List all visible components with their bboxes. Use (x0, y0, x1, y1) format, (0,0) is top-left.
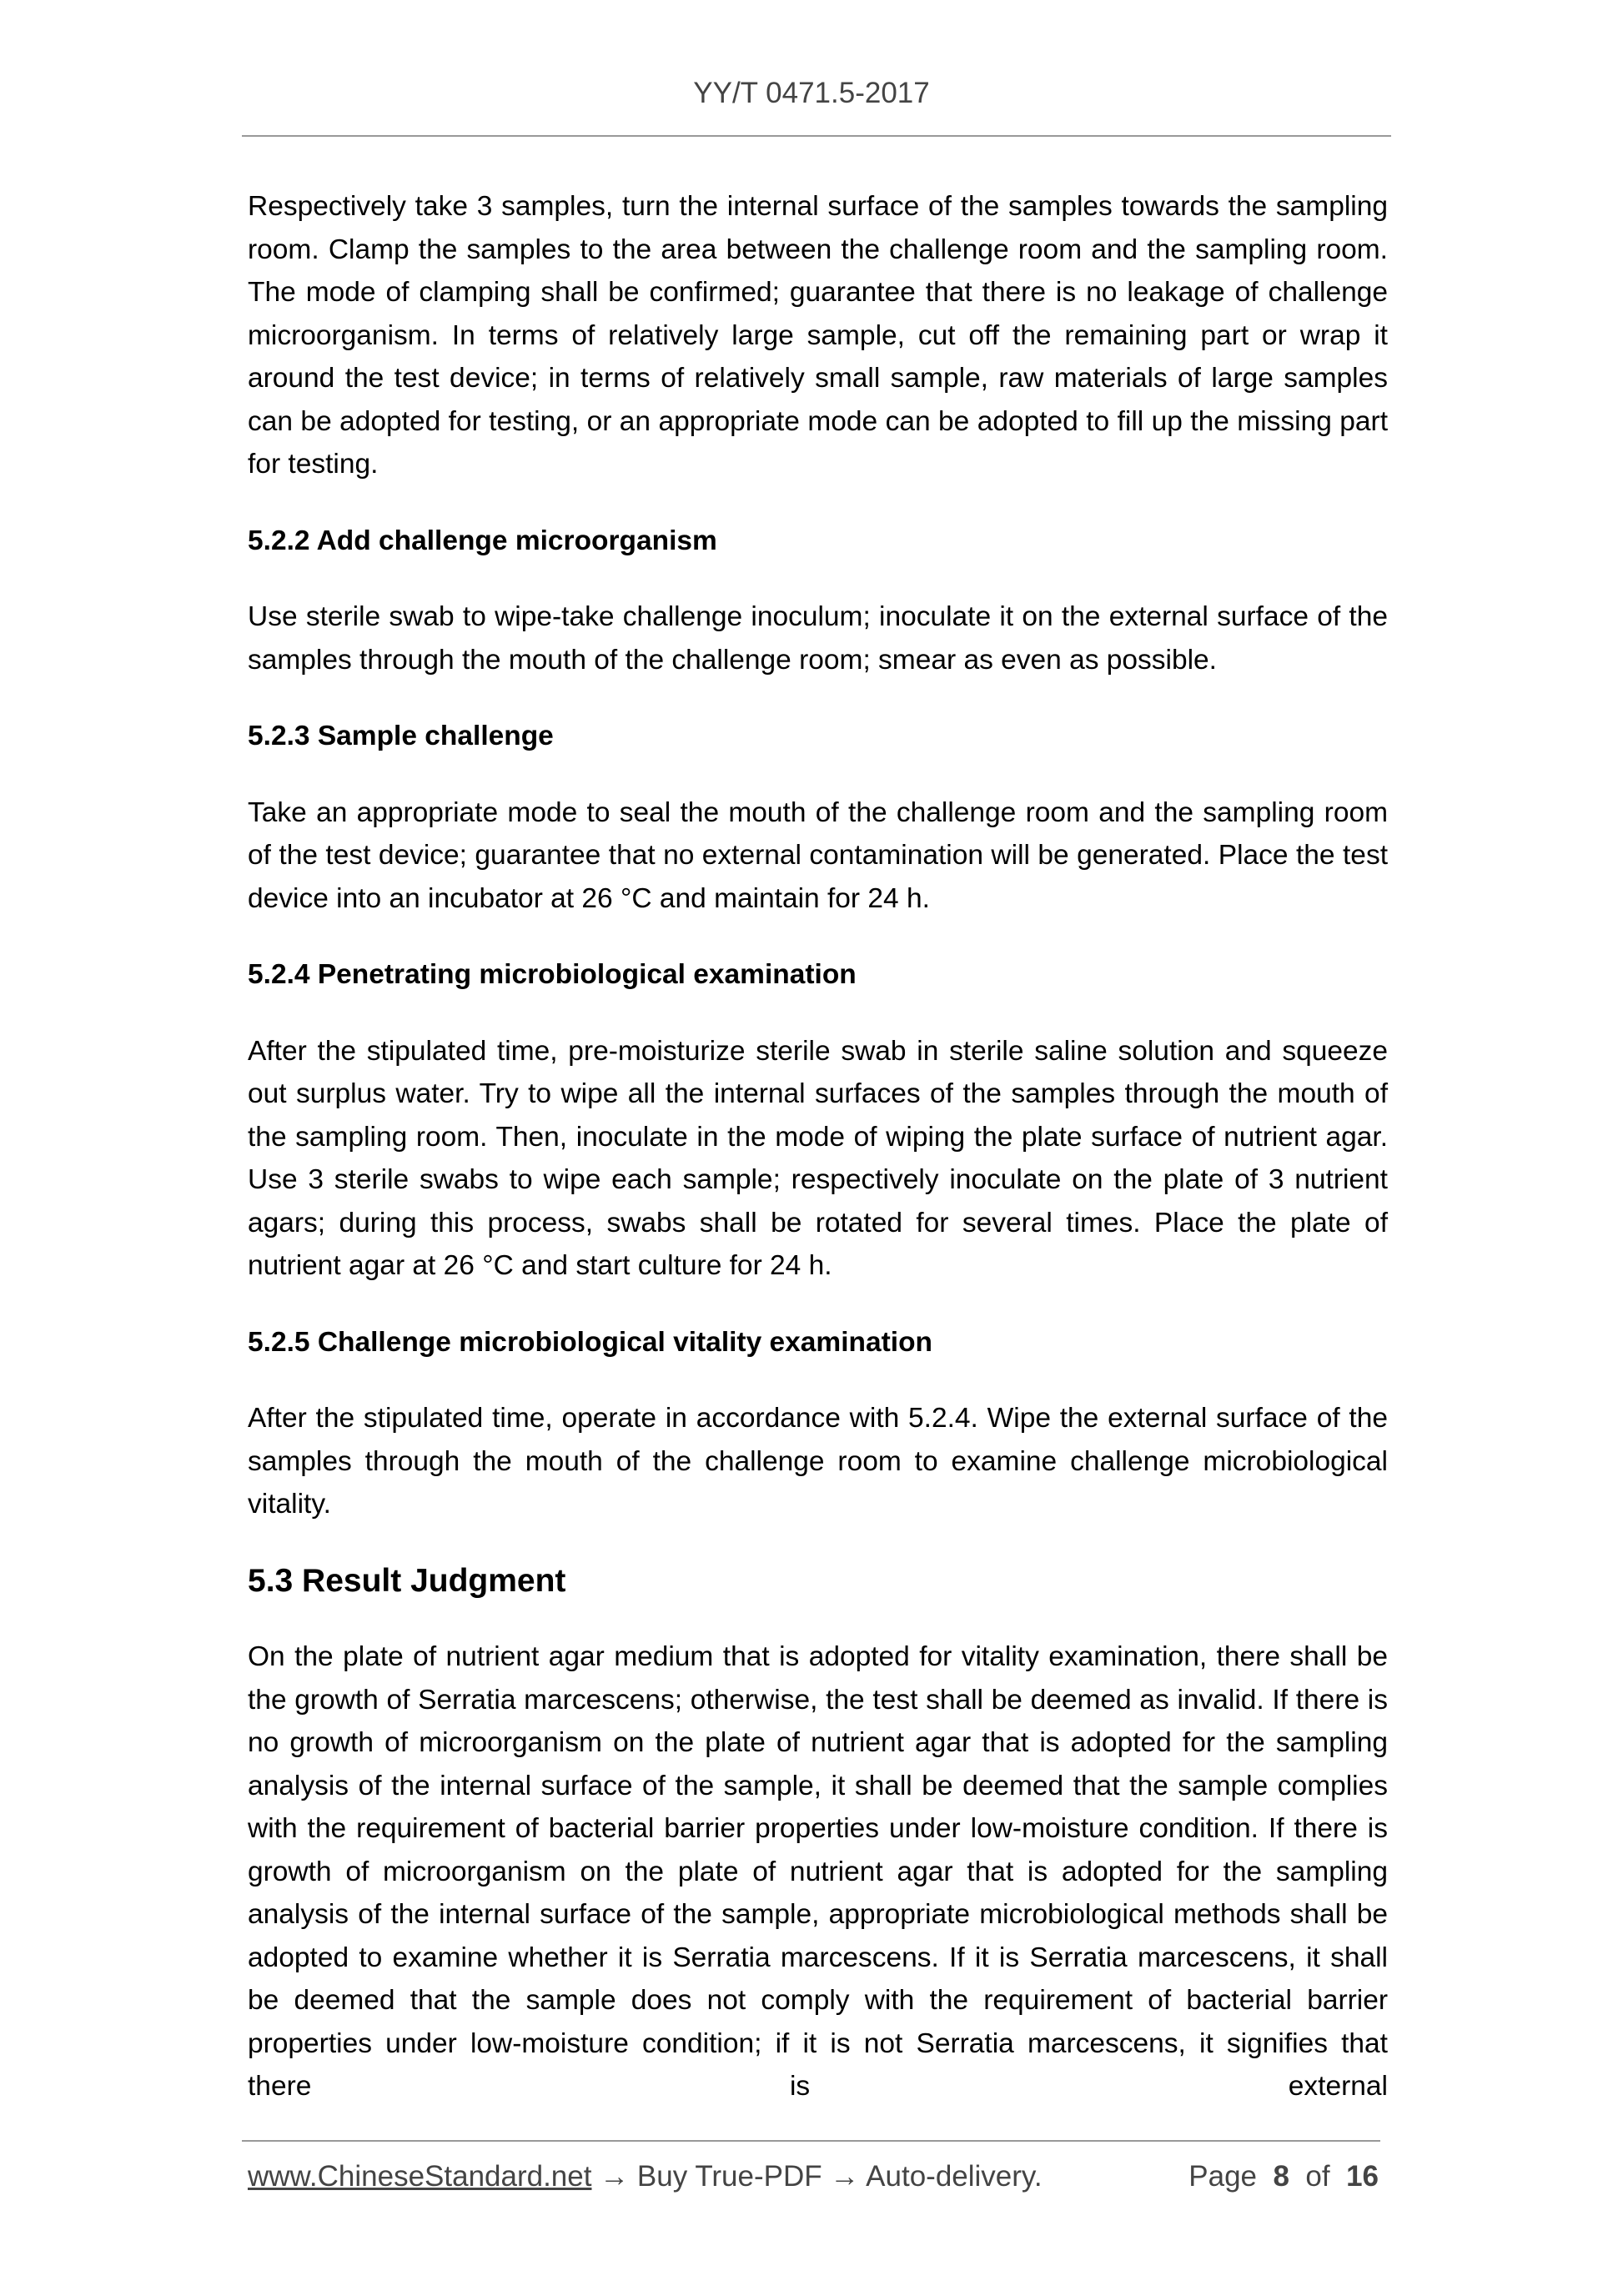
paragraph-vitality-exam: After the stipulated time, operate in accordance with 5.2.4. Wipe the external surface of the samples through the mouth of the challenge room to examine challenge microbiological vitality. (248, 1403, 1388, 1520)
heading-5-2-2: 5.2.2 Add challenge microorganism (248, 525, 717, 556)
document-header: YY/T 0471.5-2017 (693, 77, 930, 109)
page-total: 16 (1346, 2160, 1379, 2193)
paragraph-add-microorganism: Use sterile swab to wipe-take challenge inoculum; inoculate it on the external surface of the samples through the mouth of the challenge room; smear as even as possible. (248, 601, 1388, 676)
paragraph-result-judgment: On the plate of nutrient agar medium that is adopted for vitality examination, there shall be the growth of Serratia marcescens; otherwise, the test shall be deemed as invalid. If there is no growth of microorganism on the plate of nutrient agar that is adopted for the sampling analysis of the internal surface of the sample, it shall be deemed that the sample complies with the requirement of bacterial barrier properties under low-moisture condition. If there is growth of microorganism on the plate of nutrient agar that is adopted for the sampling analysis of the internal surface of the sample, appropriate microbiological methods shall be adopted to examine whether it is Serratia marcescens. If it is Serratia marcescens, it shall be deemed that the sample does not comply with the requirement of bacterial barrier properties under low-moisture condition; if it is not Serratia marcescens, it signifies that there is external (248, 1641, 1388, 2102)
paragraph-penetrating-exam: After the stipulated time, pre-moisturize sterile swab in sterile saline solution and squeeze out surplus water. Try to wipe all the internal surfaces of the samples through the mouth of the sampling room. Then, inoculate in the mode of wiping the plate surface of nutrient agar. Use 3 sterile swabs to wipe each sample; respectively inoculate on the plate of 3 nutrient agars; during this process, swabs shall be rotated for several times. Place the plate of nutrient agar at 26 °C and start culture for 24 h. (248, 1035, 1388, 1281)
document-body (248, 185, 1388, 2142)
page-indicator (1188, 2160, 1379, 2193)
heading-5-2-5: 5.2.5 Challenge microbiological vitality examination (248, 1326, 932, 1358)
of-label: of (1305, 2160, 1330, 2193)
heading-5-3: 5.3 Result Judgment (248, 1562, 566, 1599)
document-footer (248, 2160, 1379, 2193)
page-number: 8 (1273, 2160, 1289, 2193)
footer-divider (242, 2140, 1380, 2142)
heading-5-2-3: 5.2.3 Sample challenge (248, 721, 554, 751)
website-link[interactable]: www.ChineseStandard.net (248, 2160, 592, 2193)
heading-5-2-4: 5.2.4 Penetrating microbiological examination (248, 959, 857, 990)
footer-promo-text: → Buy True-PDF → Auto-delivery. (591, 2160, 1043, 2193)
page-label: Page (1188, 2160, 1258, 2193)
paragraph-sample-challenge: Take an appropriate mode to seal the mouth of the challenge room and the sampling room of the test device; guarantee that no external contamination will be generated. Place the test device into an incubator at 26 °C and maintain for 24 h. (248, 796, 1388, 914)
paragraph-sample-clamping: Respectively take 3 samples, turn the internal surface of the samples towards the sampling room. Clamp the samples to the area between the challenge room and the sampling room. The mode of clamping shall be confirmed; guarantee that there is no leakage of challenge microorganism. In terms of relatively large sample, cut off the remaining part or wrap it around the test device; in terms of relatively small sample, raw materials of large samples can be adopted for testing, or an appropriate mode can be adopted to fill up the missing part for testing. (248, 191, 1388, 480)
header-divider (242, 135, 1391, 137)
footer-promo (248, 2160, 1043, 2193)
